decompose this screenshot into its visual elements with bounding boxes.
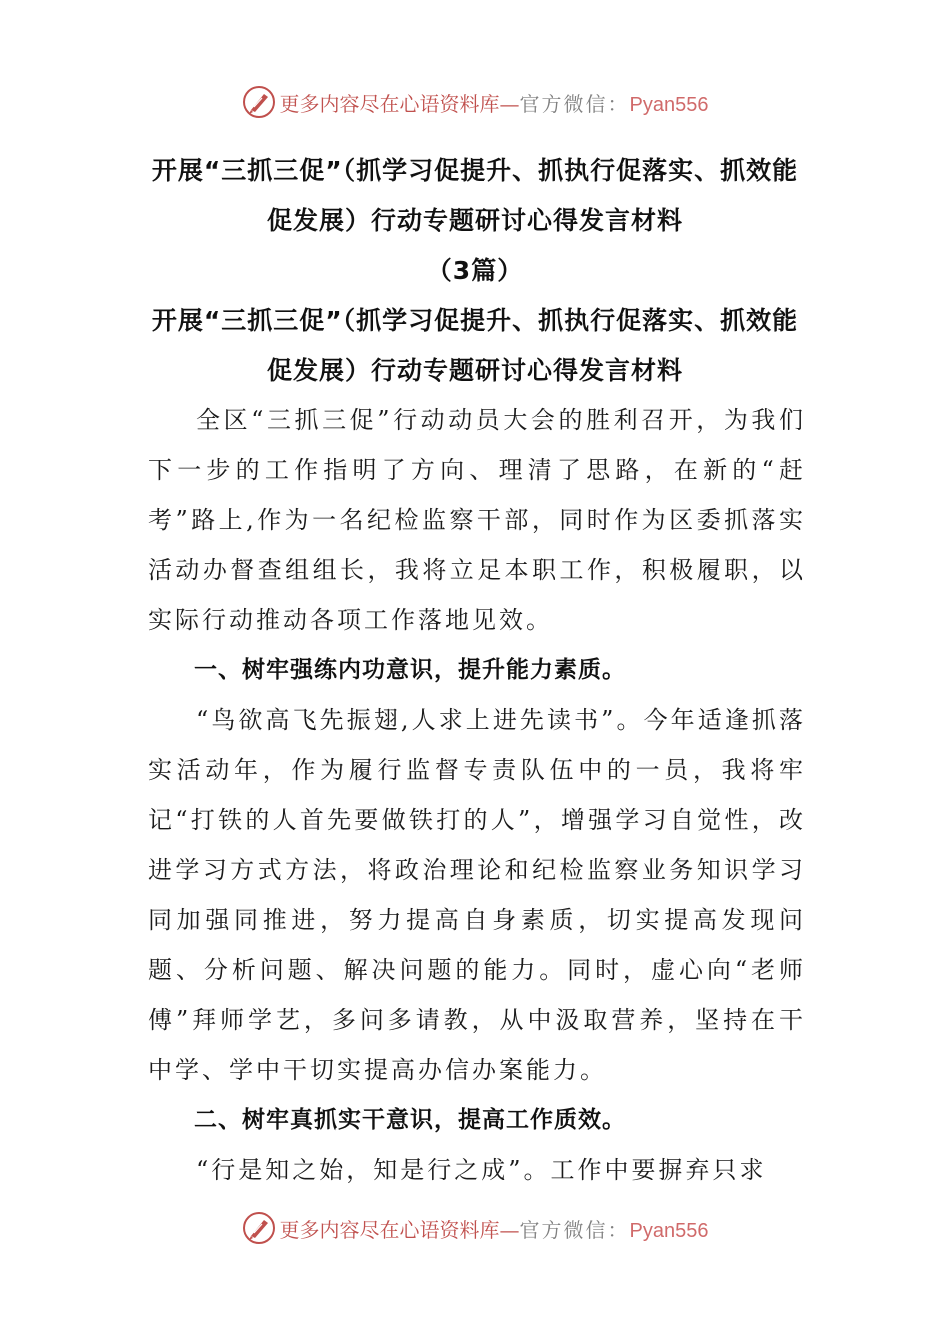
watermark-wechat-id: Pyan556 <box>629 1219 709 1242</box>
watermark-wechat-id: Pyan556 <box>629 93 709 116</box>
watermark-text <box>280 88 709 117</box>
section-heading-2: 二、树牢真抓实干意识，提高工作质效。 <box>194 1107 626 1133</box>
watermark-official-text: 官方微信： <box>519 1217 630 1242</box>
document-title: 开展“三抓三促”（抓学习促提升、抓执行促落实、抓效能促发展）行动专题研讨心得发言材料 <box>151 156 799 235</box>
watermark-dash: — <box>499 1217 520 1242</box>
header-watermark-banner <box>0 82 950 122</box>
quill-pen-logo-icon <box>242 85 276 119</box>
quill-pen-logo-icon <box>242 1211 276 1245</box>
watermark-text <box>280 1214 709 1243</box>
footer-watermark-banner <box>0 1208 950 1248</box>
paragraph-section-1: “鸟欲高飞先振翅,人求上进先读书”。今年适逢抓落实活动年，作为履行监督专责队伍中的一员，我将牢记“打铁的人首先要做铁打的人”，增强学习自觉性，改进学习方式方法，将政治理论和纪检监察业务知识学习同加强同推进，努力提高自身素质，切实提高发现问题、分析问题、解决问题的能力。同时，虚心向“老师傅”拜师学艺，多问多请教，从中汲取营养，坚持在干中学、学中干切实提高办信办案能力。 <box>148 706 806 1084</box>
document-count: （3篇） <box>426 256 524 285</box>
paragraph-section-2: “行是知之始，知是行之成”。工作中要摒弃只求 <box>196 1156 767 1184</box>
watermark-dash: — <box>499 91 520 116</box>
paragraph-intro: 全区“三抓三促”行动动员大会的胜利召开，为我们下一步的工作指明了方向、理清了思路，在新的“赶考”路上,作为一名纪检监察干部，同时作为区委抓落实活动办督查组组长，我将立足本职工作，积极履职，以实际行动推动各项工作落地见效。 <box>148 406 806 634</box>
article-body <box>148 395 806 1195</box>
watermark-site-text: 更多内容尽在心语资料库 <box>279 1217 500 1242</box>
watermark-site-text: 更多内容尽在心语资料库 <box>279 91 500 116</box>
watermark-official-text: 官方微信： <box>519 91 630 116</box>
article-title: 开展“三抓三促”（抓学习促提升、抓执行促落实、抓效能促发展）行动专题研讨心得发言材料 <box>151 306 799 385</box>
section-heading-1: 一、树牢强练内功意识，提升能力素质。 <box>194 657 626 683</box>
